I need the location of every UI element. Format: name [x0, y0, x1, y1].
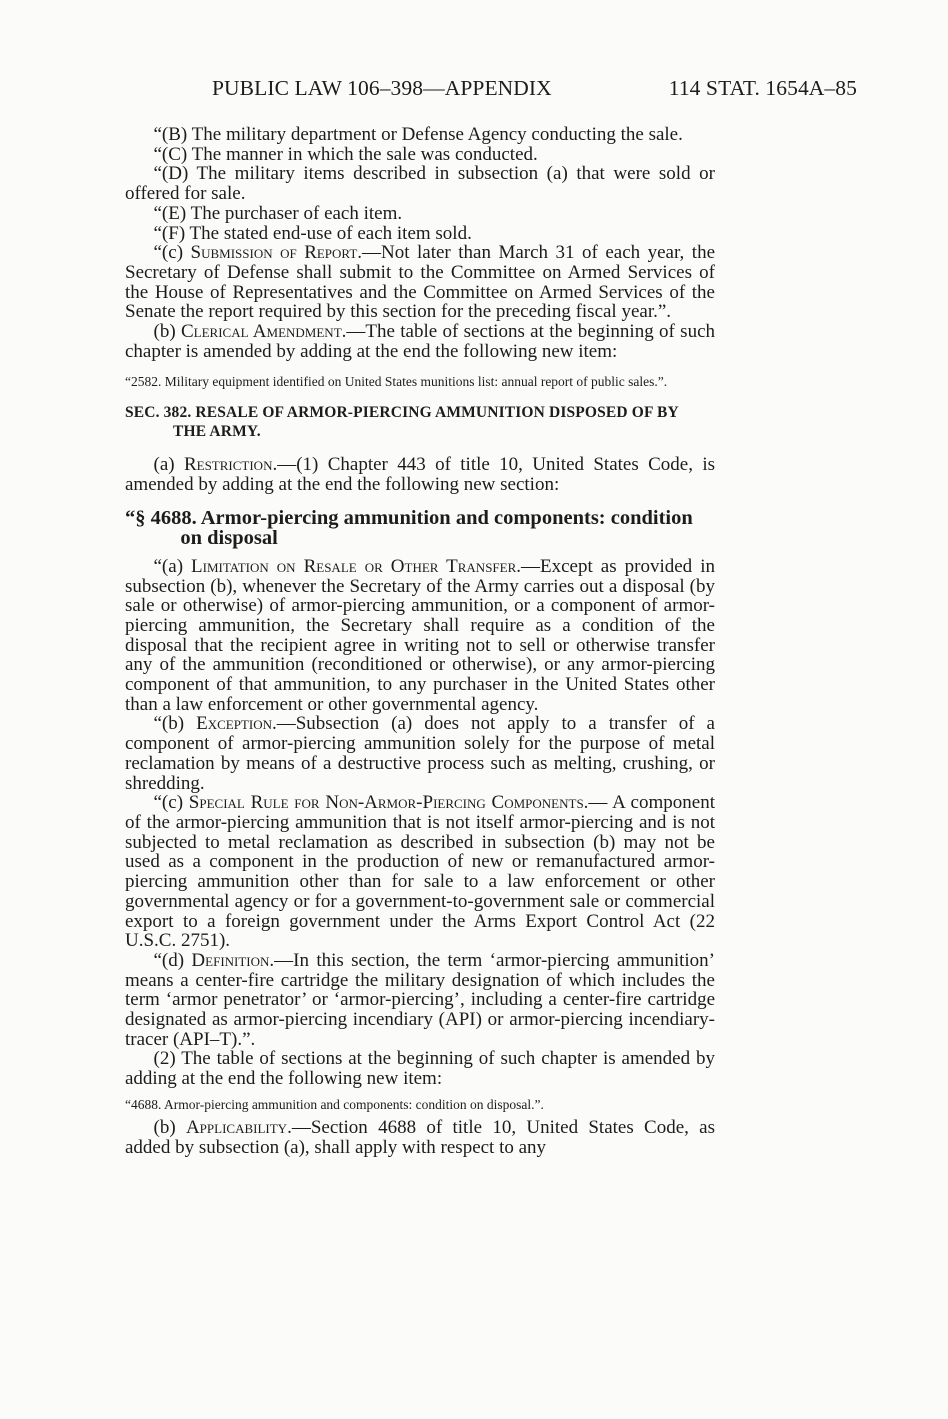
- subsection-label: “(b): [153, 713, 197, 735]
- section-382-heading: SEC. 382. RESALE OF ARMOR-PIERCING AMMUNITION DISPOSED OF BY THE ARMY.: [125, 404, 679, 441]
- table-of-sections-item-2582: “2582. Military equipment identified on United States munitions list: annual report of public sales.”.: [125, 374, 668, 390]
- subsection-heading: Clerical Amendment: [180, 321, 342, 343]
- paragraph-item-f: “(F) The stated end-use of each item sold.: [153, 222, 472, 244]
- header-stat-citation: 114 STAT. 1654A–85: [668, 76, 857, 100]
- paragraph-item-d: “(D) The military items described in subsection (a) that were sold or offered for sale.: [125, 163, 715, 205]
- header-public-law: PUBLIC LAW 106–398—APPENDIX: [212, 76, 552, 100]
- subsection-heading: Restriction: [183, 454, 273, 476]
- paragraph-item-c: “(C) The manner in which the sale was conducted.: [153, 143, 538, 165]
- paragraph-table-amendment: (2) The table of sections at the beginning of such chapter is amended by adding at the end the following new item:: [125, 1048, 715, 1090]
- subsection-label: “(d): [153, 949, 192, 971]
- paragraph-clerical-amendment: [125, 322, 715, 361]
- subsection-heading: Exception: [196, 713, 272, 735]
- subsection-heading: Submission of Report: [190, 242, 358, 264]
- paragraph-limitation: [125, 557, 715, 715]
- subsection-text: .—Subsection (a) does not apply to a transfer of a component of armor-piercing ammunition solely for the purpose of metal reclamation by means of a destructive process such as melting, crushing, or shredding.: [125, 713, 715, 794]
- page-body: [125, 125, 715, 1157]
- paragraph-restriction: [125, 455, 715, 494]
- subsection-label: (b): [153, 1116, 186, 1138]
- subsection-text: .—Not later than March 31 of each year, the Secretary of Defense shall submit to the Committee on Armed Services of the House of Representatives and the Committee on Armed Services of the Senate the report required by this section for the preceding fiscal year.”.: [125, 242, 715, 323]
- table-of-sections-item-4688: “4688. Armor-piercing ammunition and components: condition on disposal.”.: [125, 1096, 544, 1112]
- paragraph-applicability: [125, 1118, 715, 1157]
- subsection-text: .—(1) Chapter 443 of title 10, United States Code, is amended by adding at the end the following new section:: [125, 454, 715, 496]
- paragraph-definition: [125, 951, 715, 1050]
- subsection-label: “(a): [153, 555, 192, 577]
- subsection-heading: Limitation on Resale or Other Transfer: [191, 555, 517, 577]
- paragraph-special-rule: [125, 793, 715, 951]
- paragraph-exception: [125, 714, 715, 793]
- subsection-text: .—Except as provided in subsection (b), whenever the Secretary of the Army carries out a disposal (by sale or otherwise) of armor-piercing ammunition, or a component of armor-piercing ammunition, the Secretary shall require as a condition of the disposal that the recipient agree in writing not to sell or otherwise transfer any of the ammunition (reconditioned or otherwise), or any armor-piercing component of that ammunition, to any purchaser in the United States other than a law enforcement or other governmental agency.: [125, 555, 715, 715]
- subsection-text: .—Section 4688 of title 10, United States Code, as added by subsection (a), shall apply with respect to any: [125, 1116, 716, 1158]
- subsection-text: .—In this section, the term ‘armor-piercing ammunition’ means a center-fire cartridge the military designation of which includes the term ‘armor penetrator’ or ‘armor-piercing’, including a center-fire cartridge designated as armor-piercing incendiary (API) or armor-piercing incendiary-tracer (API–T).”.: [125, 949, 716, 1050]
- paragraph-submission-of-report: [125, 243, 715, 322]
- subsection-text: .— A component of the armor-piercing ammunition that is not itself armor-piercing and is not subjected to metal reclamation as described in subsection (b) may not be used as a component in the production of new or remanufactured armor-piercing ammunition other than for sale to a law enforcement or other governmental agency or for a government-to-government sale or commercial export to a foreign government under the Arms Export Control Act (22 U.S.C. 2751).: [125, 792, 715, 952]
- subsection-heading: Special Rule for Non-Armor-Piercing Components: [188, 792, 584, 814]
- paragraph-item-b: “(B) The military department or Defense Agency conducting the sale.: [153, 124, 683, 145]
- subsection-label: (a): [153, 454, 184, 476]
- subsection-label: “(c): [153, 792, 189, 814]
- subsection-label: “(c): [153, 242, 191, 264]
- subsection-heading: Definition: [191, 949, 270, 971]
- subsection-label: (b): [153, 321, 181, 343]
- running-header: [212, 76, 857, 102]
- section-4688-heading: “§ 4688. Armor-piercing ammunition and components: condition on disposal: [125, 506, 693, 549]
- subsection-text: .—The table of sections at the beginning of such chapter is amended by adding at the end the following new item:: [125, 321, 715, 362]
- paragraph-item-e: “(E) The purchaser of each item.: [153, 202, 403, 224]
- subsection-heading: Applicability: [185, 1116, 288, 1138]
